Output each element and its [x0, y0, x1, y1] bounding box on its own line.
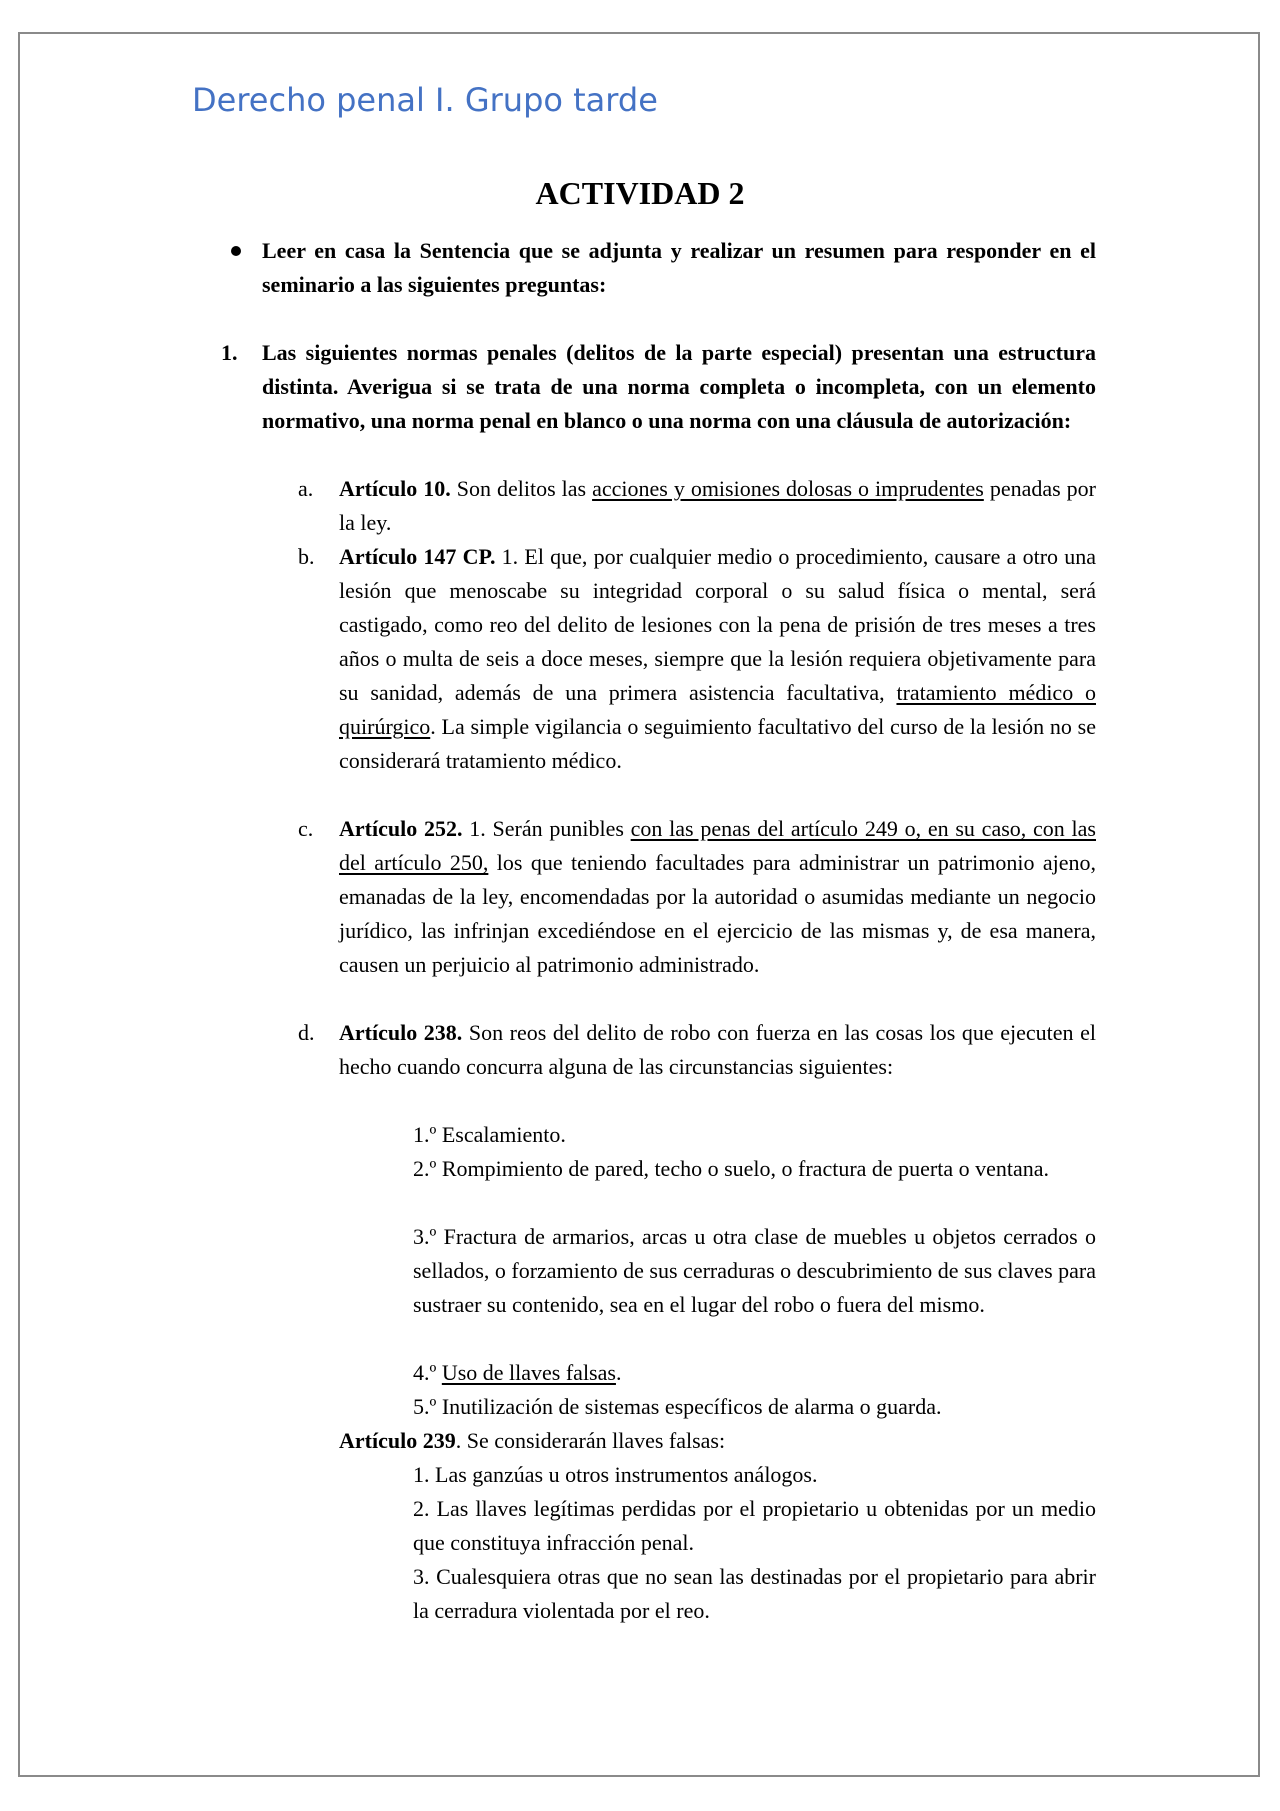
item-a-post: penadas por la ley.: [339, 476, 1097, 535]
art239-item-1: 1. Las ganzúas u otros instrumentos análogos.: [413, 1462, 818, 1487]
item-c: [339, 812, 1096, 982]
art238-item-4-prefix: 4.º: [413, 1360, 442, 1385]
art238-item-3: 3.º Fractura de armarios, arcas u otra clase de muebles u objetos cerrados o sellados, o forzamiento de sus cerraduras o descubrimiento de sus claves para sustraer su contenido, sea en el lugar del robo o fuera del mismo.: [413, 1224, 1096, 1317]
item-a-title: Artículo 10.: [339, 476, 451, 501]
item-a-underlined: acciones y omisiones dolosas o imprudentes: [592, 476, 984, 501]
item-c-post: los que teniendo facultades para administrar un patrimonio ajeno, emanadas de la ley, encomendadas por la autoridad o asumidas mediante un negocio jurídico, las infrinjan excediéndose en el ejercicio de las mismas y, de esa manera, causen un perjuicio al patrimonio administrado.: [339, 850, 1096, 977]
item-b-title: Artículo 147 CP.: [339, 544, 496, 569]
question-number: 1.: [221, 340, 238, 365]
item-b-underlined: tratamiento médico o quirúrgico: [339, 680, 1096, 739]
item-c-underlined: con las penas del artículo 249 o, en su caso, con las del artículo 250,: [339, 816, 1096, 875]
art238-item-2: 2.º Rompimiento de pared, techo o suelo, o fractura de puerta o ventana.: [413, 1156, 1050, 1181]
art238-item-4-underlined: Uso de llaves falsas: [441, 1360, 616, 1385]
question-text: Las siguientes normas penales (delitos de la parte especial) presentan una estructura distinta. Averigua si se trata de una norma completa o incompleta, con un elemento normativo, una norma penal en blanco o una norma con una cláusula de autorización:: [262, 340, 1096, 433]
item-a: [339, 472, 1096, 540]
intro-text: Leer en casa la Sentencia que se adjunta y realizar un resumen para responder en el seminario a las siguientes preguntas:: [262, 238, 1096, 297]
art239-item-3: 3. Cualesquiera otras que no sean las destinadas por el propietario para abrir la cerradura violentada por el reo.: [413, 1564, 1096, 1623]
item-marker-a: a.: [298, 476, 314, 501]
item-marker-b: b.: [298, 544, 315, 569]
item-b-pre: 1. El que, por cualquier medio o procedimiento, causare a otro una lesión que menoscabe su integridad corporal o su salud física o mental, será castigado, como reo del delito de lesiones con la pena de prisión de tres meses a tres años o multa de seis a doce meses, siempre que la lesión requiera objetivamente para su sanidad, además de una primera asistencia facultativa,: [339, 544, 1096, 705]
item-marker-d: d.: [298, 1020, 315, 1045]
item-c-title: Artículo 252.: [339, 816, 463, 841]
item-a-pre: Son delitos las: [450, 476, 593, 501]
item-marker-c: c.: [298, 816, 314, 841]
art239-title: Artículo 239: [339, 1428, 456, 1453]
bullet-icon: [231, 246, 241, 256]
item-d: [339, 1016, 1096, 1084]
art239-heading: [339, 1424, 1096, 1458]
art239-text: . Se considerarán llaves falsas:: [455, 1428, 726, 1453]
art238-item-1: 1.º Escalamiento.: [413, 1122, 566, 1147]
item-d-pre: Son reos del delito de robo con fuerza en las cosas los que ejecuten el hecho cuando concurra alguna de las circunstancias siguientes:: [339, 1020, 1097, 1079]
art238-item-4: [413, 1356, 1096, 1390]
item-c-pre: 1. Serán punibles: [462, 816, 631, 841]
art238-item-4-suffix: .: [615, 1360, 622, 1385]
item-d-title: Artículo 238.: [339, 1020, 463, 1045]
header-title: Derecho penal I. Grupo tarde: [192, 81, 658, 119]
art239-item-2: 2. Las llaves legítimas perdidas por el propietario u obtenidas por un medio que constituya infracción penal.: [413, 1496, 1096, 1555]
art238-item-5: 5.º Inutilización de sistemas específicos de alarma o guarda.: [413, 1394, 942, 1419]
item-b-post: . La simple vigilancia o seguimiento facultativo del curso de la lesión no se considerará tratamiento médico.: [339, 714, 1096, 773]
document-title: ACTIVIDAD 2: [535, 175, 745, 211]
item-b: [339, 540, 1096, 778]
